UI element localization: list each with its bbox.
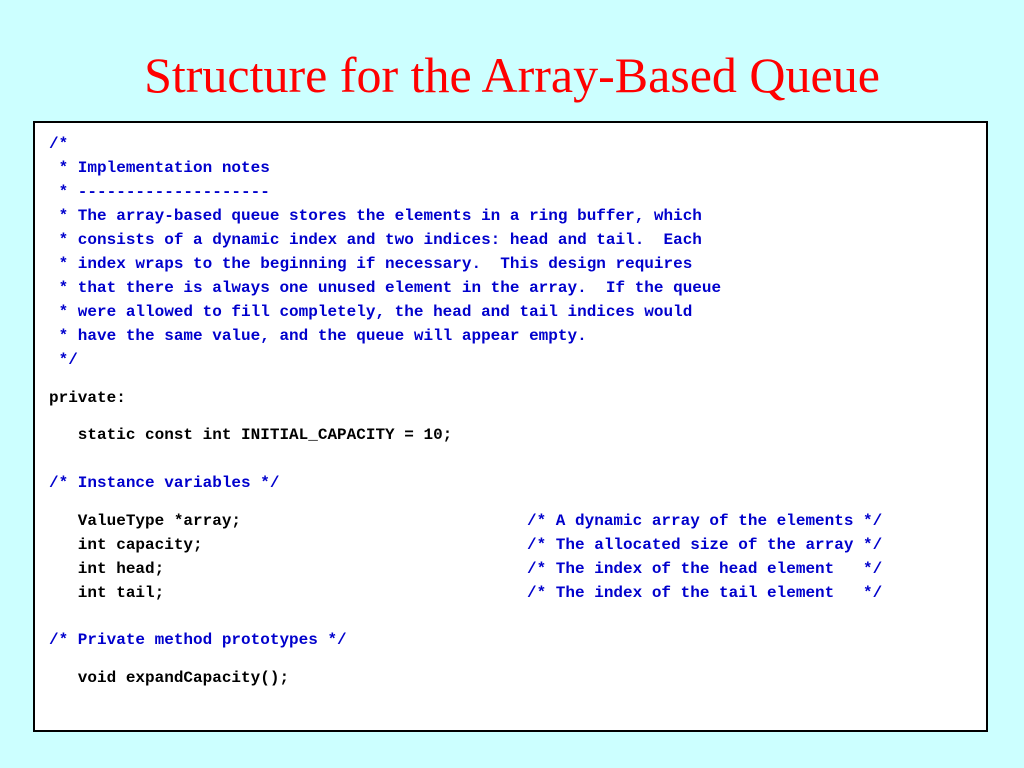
expand-capacity-declaration: void expandCapacity(); — [49, 669, 290, 687]
private-label: private: — [49, 389, 126, 407]
field-comment: /* The index of the tail element */ — [527, 584, 883, 602]
field-declaration: int tail; — [49, 584, 165, 602]
field-declaration: ValueType *array; — [49, 512, 242, 530]
code-listing — [33, 121, 988, 732]
instance-variables-comment: /* Instance variables */ — [49, 474, 280, 492]
slide-title: Structure for the Array-Based Queue — [144, 47, 880, 103]
field-comment: /* A dynamic array of the elements */ — [527, 512, 883, 530]
implementation-notes-comment: /* * Implementation notes * -------------------- * The array-based queue stores the elements in a ring buffer, which * consists of a dynamic index and two indices: head and tail. Each * index wraps to the beginning if necessary. This design requires * that there is always one unused element in the array. If the queue * were allowed to fill completely, the head and tail indices would * have the same value, and the queue will appear empty. */ — [49, 135, 722, 369]
field-declaration: int capacity; — [49, 536, 203, 554]
field-comment: /* The index of the head element */ — [527, 560, 883, 578]
field-comment: /* The allocated size of the array */ — [527, 536, 883, 554]
field-declaration: int head; — [49, 560, 165, 578]
private-methods-comment: /* Private method prototypes */ — [49, 631, 347, 649]
initial-capacity-declaration: static const int INITIAL_CAPACITY = 10; — [49, 426, 453, 444]
